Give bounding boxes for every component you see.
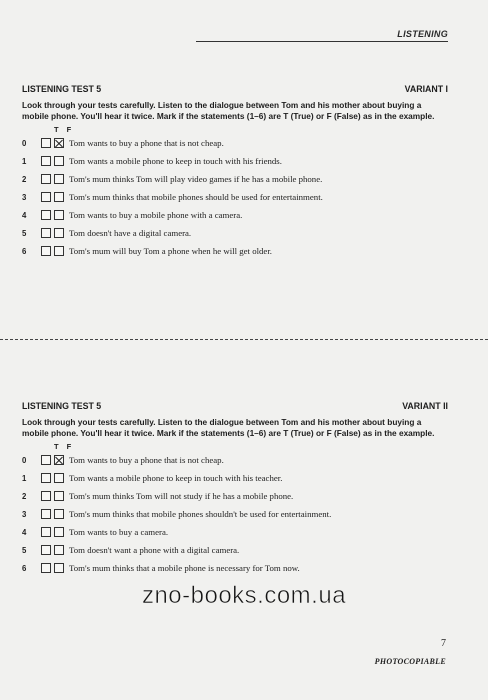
variant-label: VARIANT II bbox=[402, 401, 448, 411]
statement-number: 3 bbox=[22, 192, 27, 202]
cut-line bbox=[0, 339, 488, 340]
statement-number: 6 bbox=[22, 563, 27, 573]
true-checkbox[interactable] bbox=[41, 455, 51, 465]
true-checkbox[interactable] bbox=[41, 174, 51, 184]
statement-number: 0 bbox=[22, 138, 27, 148]
true-checkbox[interactable] bbox=[41, 192, 51, 202]
statement-row bbox=[22, 469, 448, 487]
header-rule bbox=[196, 41, 448, 42]
test-heading bbox=[22, 401, 448, 411]
false-checkbox[interactable] bbox=[54, 473, 64, 483]
statement-number: 2 bbox=[22, 174, 27, 184]
statement-number: 3 bbox=[22, 509, 27, 519]
statement-number: 5 bbox=[22, 545, 27, 555]
test-variant-2 bbox=[22, 401, 448, 577]
statement-row bbox=[22, 451, 448, 469]
false-checkbox[interactable] bbox=[54, 509, 64, 519]
test-variant-1 bbox=[22, 84, 448, 260]
false-checkbox[interactable] bbox=[54, 228, 64, 238]
statement-text: Tom wants to buy a mobile phone with a camera. bbox=[69, 210, 243, 220]
statement-text: Tom's mum thinks that mobile phones shouldn't be used for entertainment. bbox=[69, 509, 332, 519]
statement-text: Tom's mum thinks Tom will not study if he has a mobile phone. bbox=[69, 491, 294, 501]
statement-text: Tom doesn't want a phone with a digital camera. bbox=[69, 545, 240, 555]
photocopiable-label: PHOTOCOPIABLE bbox=[374, 657, 446, 666]
false-checkbox[interactable] bbox=[54, 210, 64, 220]
instructions: Look through your tests carefully. Listen to the dialogue between Tom and his mother about buying a mobile phone. You'll hear it twice. Mark if the statements (1–6) are T (True) or F (False) as in the example. bbox=[22, 100, 435, 121]
watermark: zno-books.com.ua bbox=[141, 582, 347, 609]
tf-column-header bbox=[54, 442, 448, 451]
false-column-label: F bbox=[66, 125, 72, 134]
false-column-label: F bbox=[66, 442, 72, 451]
statement-list bbox=[22, 451, 448, 577]
instructions: Look through your tests carefully. Listen to the dialogue between Tom and his mother about buying a mobile phone. You'll hear it twice. Mark if the statements (1–6) are T (True) or F (False) as in the example. bbox=[22, 417, 435, 438]
false-checkbox[interactable] bbox=[54, 174, 64, 184]
statement-row bbox=[22, 188, 448, 206]
statement-row bbox=[22, 559, 448, 577]
false-checkbox[interactable] bbox=[54, 545, 64, 555]
statement-row bbox=[22, 152, 448, 170]
statement-text: Tom wants to buy a phone that is not cheap. bbox=[69, 138, 224, 148]
statement-number: 1 bbox=[22, 473, 27, 483]
false-checkbox[interactable] bbox=[54, 563, 64, 573]
statement-row bbox=[22, 505, 448, 523]
true-checkbox[interactable] bbox=[41, 545, 51, 555]
statement-row bbox=[22, 170, 448, 188]
variant-label: VARIANT I bbox=[404, 84, 448, 94]
true-checkbox[interactable] bbox=[41, 246, 51, 256]
statement-number: 4 bbox=[22, 210, 27, 220]
true-checkbox[interactable] bbox=[41, 473, 51, 483]
statement-text: Tom doesn't have a digital camera. bbox=[69, 228, 192, 238]
section-header: LISTENING bbox=[397, 29, 448, 39]
statement-text: Tom's mum thinks that a mobile phone is necessary for Tom now. bbox=[69, 563, 300, 573]
statement-row bbox=[22, 134, 448, 152]
statement-text: Tom wants a mobile phone to keep in touch with his friends. bbox=[69, 156, 282, 166]
false-checkbox[interactable] bbox=[54, 156, 64, 166]
true-checkbox[interactable] bbox=[41, 210, 51, 220]
true-checkbox[interactable] bbox=[41, 491, 51, 501]
false-checkbox[interactable] bbox=[54, 491, 64, 501]
false-checkbox[interactable] bbox=[54, 138, 64, 148]
statement-text: Tom's mum thinks Tom will play video games if he has a mobile phone. bbox=[69, 174, 323, 184]
statement-list bbox=[22, 134, 448, 260]
false-checkbox[interactable] bbox=[54, 246, 64, 256]
false-checkbox[interactable] bbox=[54, 527, 64, 537]
test-title: LISTENING TEST 5 bbox=[22, 84, 102, 94]
statement-number: 2 bbox=[22, 491, 27, 501]
false-checkbox[interactable] bbox=[54, 192, 64, 202]
statement-text: Tom wants to buy a phone that is not cheap. bbox=[69, 455, 224, 465]
test-title: LISTENING TEST 5 bbox=[22, 401, 102, 411]
statement-text: Tom's mum will buy Tom a phone when he will get older. bbox=[69, 246, 272, 256]
true-checkbox[interactable] bbox=[41, 138, 51, 148]
statement-number: 1 bbox=[22, 156, 27, 166]
tf-column-header bbox=[54, 125, 448, 134]
statement-number: 6 bbox=[22, 246, 27, 256]
true-column-label: T bbox=[54, 125, 59, 134]
statement-row bbox=[22, 541, 448, 559]
statement-number: 0 bbox=[22, 455, 27, 465]
statement-text: Tom's mum thinks that mobile phones should be used for entertainment. bbox=[69, 192, 323, 202]
true-checkbox[interactable] bbox=[41, 527, 51, 537]
statement-row bbox=[22, 224, 448, 242]
statement-text: Tom wants a mobile phone to keep in touch with his teacher. bbox=[69, 473, 283, 483]
statement-row bbox=[22, 523, 448, 541]
true-checkbox[interactable] bbox=[41, 228, 51, 238]
false-checkbox[interactable] bbox=[54, 455, 64, 465]
statement-number: 5 bbox=[22, 228, 27, 238]
statement-row bbox=[22, 242, 448, 260]
true-checkbox[interactable] bbox=[41, 156, 51, 166]
true-checkbox[interactable] bbox=[41, 509, 51, 519]
statement-text: Tom wants to buy a camera. bbox=[69, 527, 169, 537]
page-number: 7 bbox=[441, 638, 446, 649]
statement-row bbox=[22, 487, 448, 505]
test-heading bbox=[22, 84, 448, 94]
statement-row bbox=[22, 206, 448, 224]
statement-number: 4 bbox=[22, 527, 27, 537]
true-checkbox[interactable] bbox=[41, 563, 51, 573]
true-column-label: T bbox=[54, 442, 59, 451]
